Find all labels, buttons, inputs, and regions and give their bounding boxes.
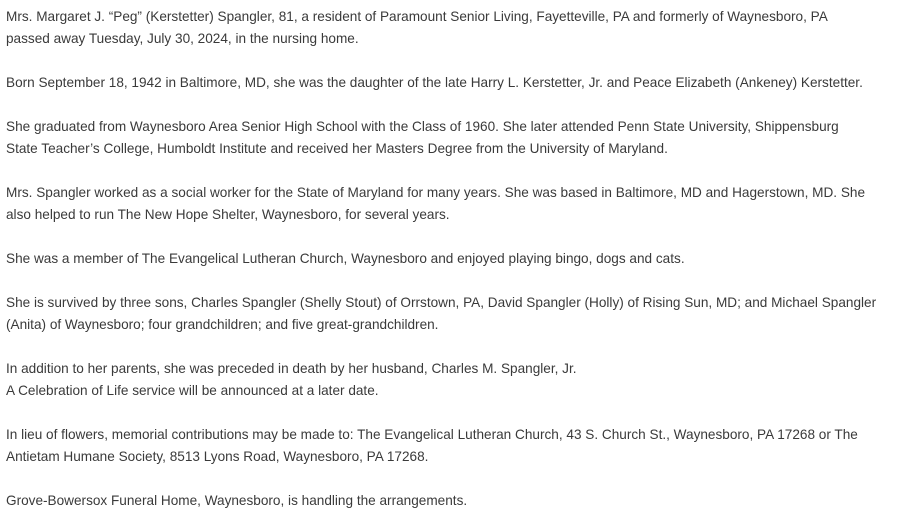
paragraph-line: passed away Tuesday, July 30, 2024, in the nursing home. (6, 31, 359, 46)
paragraph-line: In addition to her parents, she was preceded in death by her husband, Charles M. Spangler, Jr. (6, 361, 577, 376)
paragraph-line: State Teacher’s College, Humboldt Institute and received her Masters Degree from the University of Maryland. (6, 141, 668, 156)
paragraph-birth (6, 72, 890, 94)
paragraph-survivors (6, 292, 890, 336)
paragraph-line: Grove-Bowersox Funeral Home, Waynesboro, is handling the arrangements. (6, 493, 468, 508)
paragraph-line: She graduated from Waynesboro Area Senior High School with the Class of 1960. She later attended Penn State University, Shippensburg (6, 119, 839, 134)
paragraph-line: She is survived by three sons, Charles Spangler (Shelly Stout) of Orrstown, PA, David Spangler (Holly) of Rising Sun, MD; and Michael Spangler (6, 295, 877, 310)
paragraph-line: In lieu of flowers, memorial contributions may be made to: The Evangelical Lutheran Church, 43 S. Church St., Waynesboro, PA 17268 or The (6, 427, 858, 442)
paragraph-line: A Celebration of Life service will be announced at a later date. (6, 383, 379, 398)
paragraph-funeral-home (6, 490, 890, 512)
paragraph-death-notice (6, 6, 890, 50)
paragraph-line: Mrs. Margaret J. “Peg” (Kerstetter) Spangler, 81, a resident of Paramount Senior Living, Fayetteville, PA and formerly of Waynesboro, PA (6, 9, 828, 24)
paragraph-line: also helped to run The New Hope Shelter, Waynesboro, for several years. (6, 207, 450, 222)
paragraph-line: Antietam Humane Society, 8513 Lyons Road, Waynesboro, PA 17268. (6, 449, 429, 464)
paragraph-education (6, 116, 890, 160)
paragraph-preceded-in-death (6, 358, 890, 402)
paragraph-line: Mrs. Spangler worked as a social worker for the State of Maryland for many years. She was based in Baltimore, MD and Hagerstown, MD. She (6, 185, 866, 200)
paragraph-memorial-contributions (6, 424, 890, 468)
paragraph-line: Born September 18, 1942 in Baltimore, MD, she was the daughter of the late Harry L. Kerstetter, Jr. and Peace Elizabeth (Ankeney) Kerstetter. (6, 75, 863, 90)
paragraph-line: She was a member of The Evangelical Lutheran Church, Waynesboro and enjoyed playing bingo, dogs and cats. (6, 251, 685, 266)
paragraph-career (6, 182, 890, 226)
paragraph-church (6, 248, 890, 270)
paragraph-line: (Anita) of Waynesboro; four grandchildren; and five great-grandchildren. (6, 317, 439, 332)
